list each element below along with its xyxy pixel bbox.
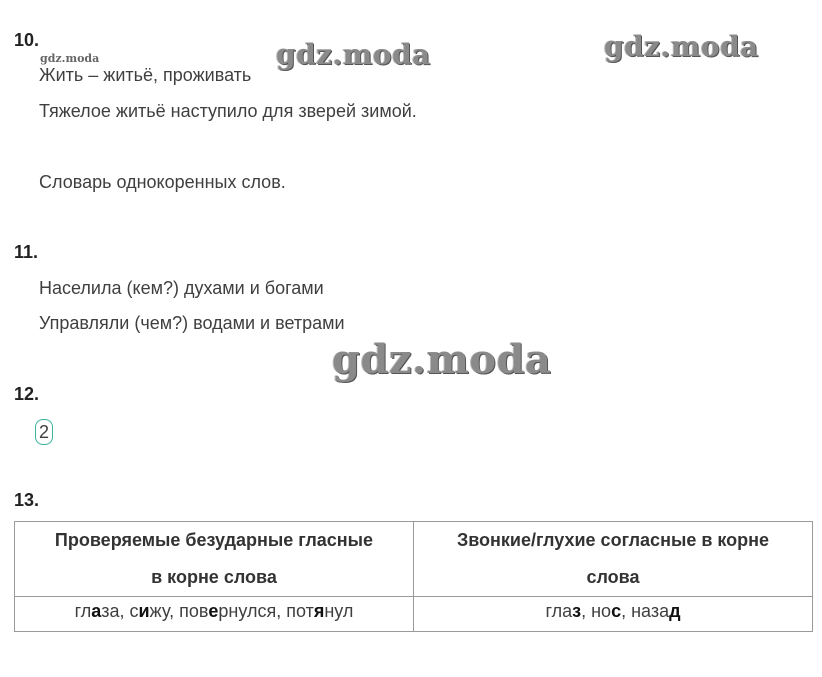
task-11-number: 11.	[14, 242, 39, 262]
header-voiced-voiceless-consonants	[414, 522, 813, 597]
watermark-small: gdz.moda	[40, 52, 100, 65]
highlighted-letter: е	[208, 601, 219, 621]
word: повернулся,	[179, 601, 287, 621]
highlighted-letter: и	[138, 601, 150, 621]
highlighted-letter: с	[611, 601, 622, 621]
task-10-line-1: Жить – житьё, проживать	[39, 65, 252, 85]
header-col2-line1: Звонкие/глухие согласные в корне	[456, 530, 770, 550]
watermark-middle: gdz.moda	[332, 336, 552, 383]
word: сижу,	[129, 601, 180, 621]
highlighted-letter: д	[669, 601, 681, 621]
task-10-number: 10.	[14, 30, 40, 50]
word: глаза,	[74, 601, 130, 621]
table-row	[15, 597, 813, 632]
task-10-line-2: Тяжелое житьё наступило для зверей зимой.	[39, 101, 417, 121]
highlighted-letter: я	[313, 601, 325, 621]
header-col1-line2: в корне слова	[151, 567, 277, 587]
task-13-number: 13.	[14, 490, 40, 510]
watermark-top-right: gdz.moda	[604, 30, 759, 63]
table-header-row	[15, 522, 813, 597]
header-col1-line1: Проверяемые безударные гласные	[54, 530, 374, 550]
cell-vowel-words	[15, 597, 414, 632]
highlighted-letter: з	[572, 601, 582, 621]
word: потянул	[286, 601, 354, 621]
watermark-top-center: gdz.moda	[276, 38, 431, 71]
task-11-line-1: Населила (кем?) духами и богами	[39, 278, 324, 298]
task-11-line-2: Управляли (чем?) водами и ветрами	[39, 313, 345, 333]
task-12-circled-answer: 2	[35, 419, 53, 445]
header-col2-line2: слова	[586, 567, 640, 587]
task-10-line-3: Словарь однокоренных слов.	[39, 172, 286, 192]
task-12-number: 12.	[14, 384, 40, 404]
cell-consonant-words	[414, 597, 813, 632]
word: назад	[631, 601, 681, 621]
word: нос,	[591, 601, 632, 621]
highlighted-letter: а	[91, 601, 102, 621]
word: глаз,	[545, 601, 592, 621]
header-unstressed-vowels	[15, 522, 414, 597]
task-13-table	[14, 521, 813, 632]
